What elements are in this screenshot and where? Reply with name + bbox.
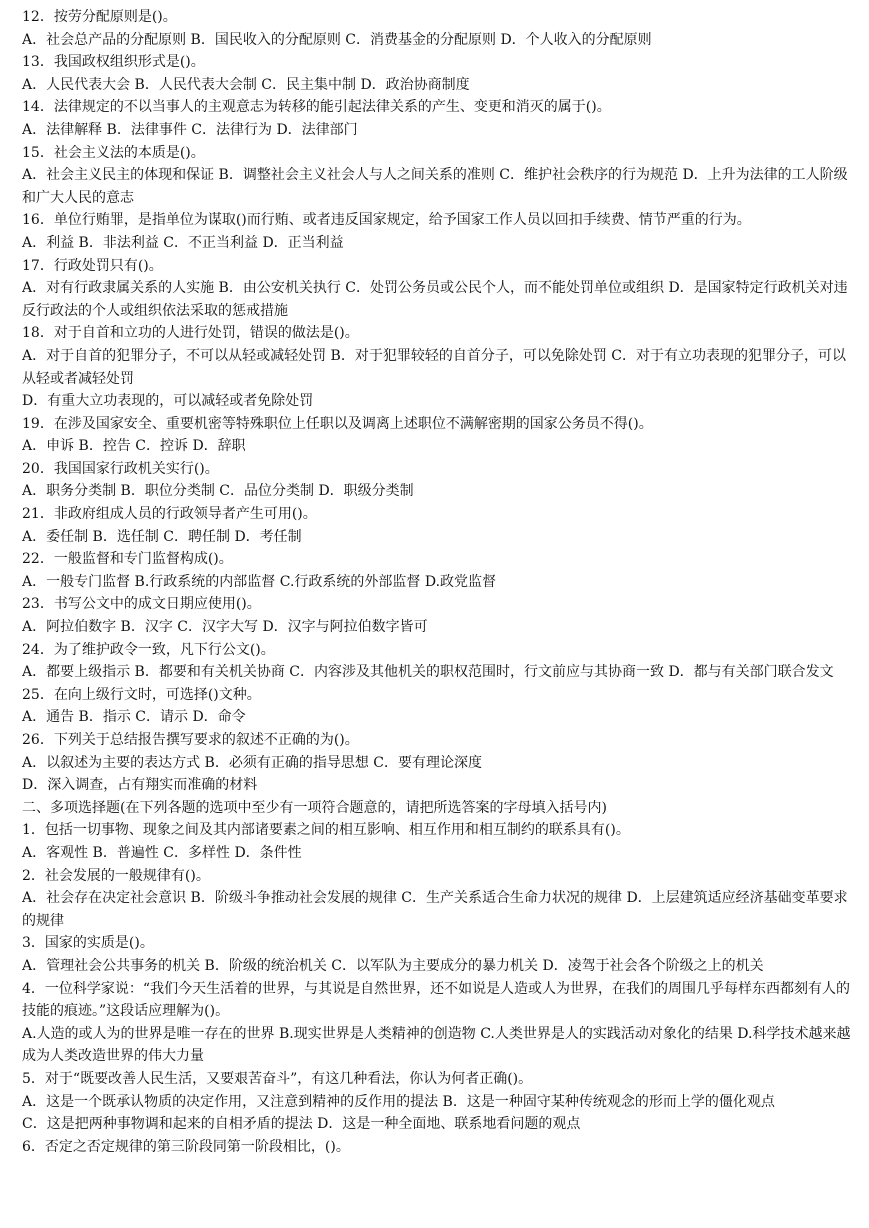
q14-stem: 14．法律规定的不以当事人的主观意志为转移的能引起法律关系的产生、变更和消灭的属于()。 bbox=[22, 99, 611, 116]
mq4-options: A.人造的或人为的世界是唯一存在的世界 B.现实世界是人类精神的创造物 C.人类世界是人的实践活动对象化的结果 D.科学技术越来越成为人类改造世界的伟大力量 bbox=[22, 1025, 851, 1065]
mq3-options: A．管理社会公共事务的机关 B．阶级的统治机关 C．以军队为主要成分的暴力机关 D．凌驾于社会各个阶级之上的机关 bbox=[22, 957, 764, 974]
q26-options: A．以叙述为主要的表达方式 B．必须有正确的指导思想 C．要有理论深度 bbox=[22, 754, 483, 771]
mq3-stem: 3．国家的实质是()。 bbox=[22, 935, 154, 952]
mq1-options: A．客观性 B．普遍性 C．多样性 D．条件性 bbox=[22, 844, 302, 861]
q24-options: A．都要上级指示 B．都要和有关机关协商 C．内容涉及其他机关的职权范围时，行文前应与其协商一致 D．都与有关部门联合发文 bbox=[22, 664, 834, 681]
q15-options: A．社会主义民主的体现和保证 B．调整社会主义社会人与人之间关系的准则 C．维护社会秩序的行为规范 D．上升为法律的工人阶级和广大人民的意志 bbox=[22, 167, 848, 206]
q26-stem: 26．下列关于总结报告撰写要求的叙述不正确的为()。 bbox=[22, 732, 359, 748]
q16-options: A．利益 B．非法利益 C．不正当利益 D．正当利益 bbox=[22, 234, 344, 251]
mq1-stem: 1．包括一切事物、现象之间及其内部诸要素之间的相互影响、相互作用和相互制约的联系具有()。 bbox=[22, 822, 630, 839]
q15-stem: 15．社会主义法的本质是()。 bbox=[22, 144, 205, 161]
mq2-stem: 2．社会发展的一般规律有()。 bbox=[22, 867, 210, 884]
mq5-options-cd: C．这是把两种事物调和起来的自相矛盾的提法 D．这是一种全面地、联系地看问题的观点 bbox=[22, 1116, 581, 1133]
q16-stem: 16．单位行贿罪，是指单位为谋取()而行贿、或者违反国家规定，给予国家工作人员以回扣手续费、情节严重的行为。 bbox=[22, 212, 751, 229]
q23-options: A．阿拉伯数字 B．汉字 C．汉字大写 D．汉字与阿拉伯数字皆可 bbox=[22, 619, 428, 636]
q21-stem: 21．非政府组成人员的行政领导者产生可用()。 bbox=[22, 506, 317, 523]
q12-stem: 12．按劳分配原则是()。 bbox=[22, 9, 177, 25]
mq4-stem: 4．一位科学家说：“我们今天生活着的世界，与其说是自然世界，还不如说是人造或人为世界，在我们的周围几乎每样东西都刻有人的技能的痕迹。”这段话应理解为()。 bbox=[22, 980, 851, 1020]
exam-document bbox=[22, 6, 852, 1158]
q13-stem: 13．我国政权组织形式是()。 bbox=[22, 54, 205, 71]
q18-options: A．对于自首的犯罪分子，不可以从轻或减轻处罚 B．对于犯罪较轻的自首分子，可以免除处罚 C．对于有立功表现的犯罪分子，可以从轻或者减轻处罚 bbox=[22, 347, 847, 387]
section-heading-multiple-choice: 二、多项选择题(在下列各题的选项中至少有一项符合题意的，请把所选答案的字母填入括号内) bbox=[22, 799, 607, 816]
q19-stem: 19．在涉及国家安全、重要机密等特殊职位上任职以及调离上述职位不满解密期的国家公务员不得()。 bbox=[22, 415, 653, 432]
q18-option-d: D．有重大立功表现的，可以减轻或者免除处罚 bbox=[22, 393, 314, 410]
q24-stem: 24．为了维护政令一致，凡下行公文()。 bbox=[22, 641, 275, 658]
q22-options: A．一般专门监督 B.行政系统的内部监督 C.行政系统的外部监督 D.政党监督 bbox=[22, 573, 497, 590]
q18-stem: 18．对于自首和立功的人进行处罚，错误的做法是()。 bbox=[22, 325, 359, 342]
mq6-stem: 6．否定之否定规律的第三阶段同第一阶段相比，()。 bbox=[22, 1138, 350, 1155]
mq5-options-ab: A．这是一个既承认物质的决定作用，又注意到精神的反作用的提法 B．这是一种固守某种传统观念的形而上学的僵化观点 bbox=[22, 1093, 775, 1110]
q20-options: A．职务分类制 B．职位分类制 C．品位分类制 D．职级分类制 bbox=[22, 483, 414, 500]
q12-options: A．社会总产品的分配原则 B．国民收入的分配原则 C．消费基金的分配原则 D．个人收入的分配原则 bbox=[22, 31, 652, 48]
q25-options: A．通告 B．指示 C．请示 D．命令 bbox=[22, 709, 246, 726]
mq5-stem: 5．对于“既要改善人民生活，又要艰苦奋斗”，有这几种看法，你认为何者正确()。 bbox=[22, 1070, 533, 1087]
q22-stem: 22．一般监督和专门监督构成()。 bbox=[22, 551, 233, 568]
q23-stem: 23．书写公文中的成文日期应使用()。 bbox=[22, 596, 261, 613]
q25-stem: 25．在向上级行文时，可选择()文种。 bbox=[22, 686, 261, 703]
q17-stem: 17．行政处罚只有()。 bbox=[22, 257, 163, 274]
mq2-options: A．社会存在决定社会意识 B．阶级斗争推动社会发展的规律 C．生产关系适合生命力状况的规律 D．上层建筑适应经济基础变革要求的规律 bbox=[22, 890, 848, 929]
q20-stem: 20．我国国家行政机关实行()。 bbox=[22, 460, 219, 477]
q26-option-d: D．深入调查，占有翔实而准确的材料 bbox=[22, 777, 258, 794]
q19-options: A．申诉 B．控告 C．控诉 D．辞职 bbox=[22, 438, 246, 455]
q21-options: A．委任制 B．选任制 C．聘任制 D．考任制 bbox=[22, 528, 302, 545]
q13-options: A．人民代表大会 B．人民代表大会制 C．民主集中制 D．政治协商制度 bbox=[22, 76, 470, 93]
q17-options: A．对有行政隶属关系的人实施 B．由公安机关执行 C．处罚公务员或公民个人，而不能处罚单位或组织 D．是国家特定行政机关对违反行政法的个人或组织依法采取的惩戒措施 bbox=[22, 280, 848, 319]
q14-options: A．法律解释 B．法律事件 C．法律行为 D．法律部门 bbox=[22, 121, 358, 138]
